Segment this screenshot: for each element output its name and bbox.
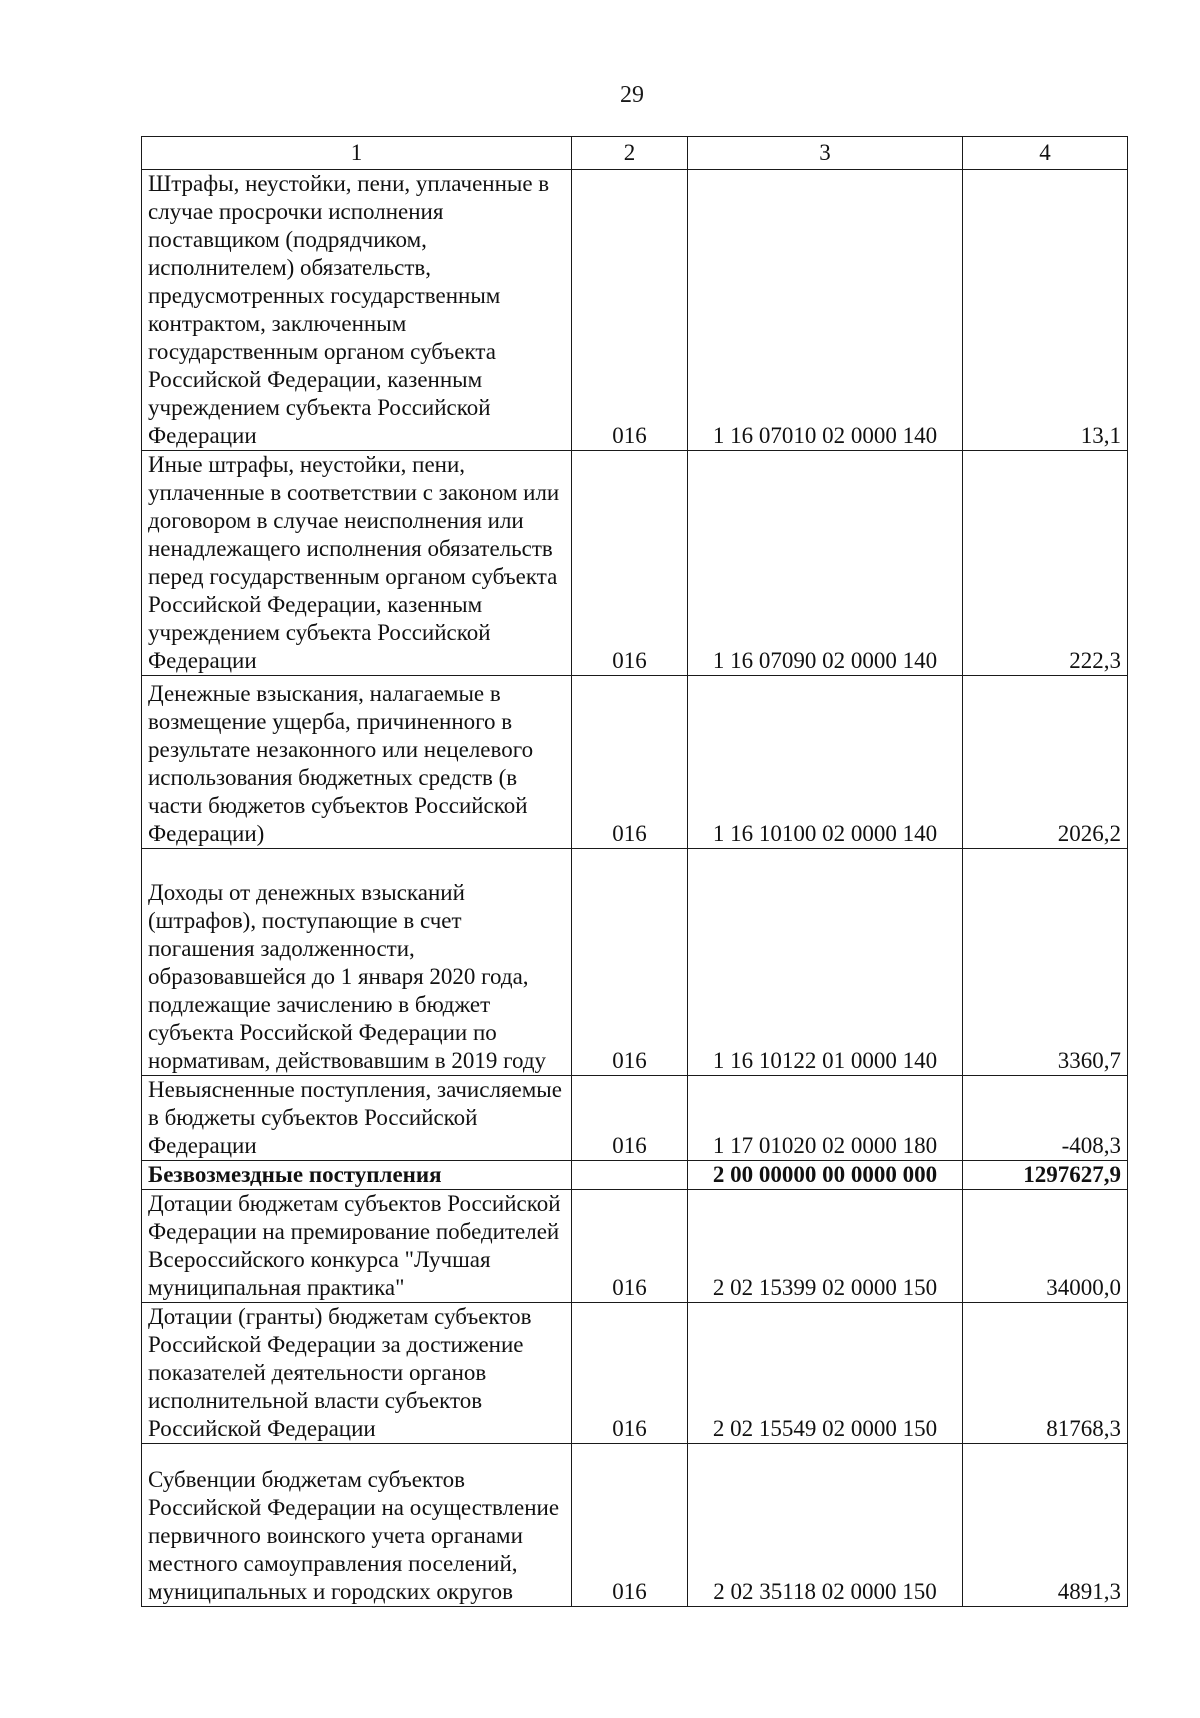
row-budget-code: 1 16 07090 02 0000 140: [688, 451, 963, 676]
row-admin-code: 016: [572, 170, 688, 451]
table-row: [142, 451, 1128, 676]
table-row: [142, 170, 1128, 451]
page-number: 29: [620, 82, 644, 108]
row-budget-code: 1 16 07010 02 0000 140: [688, 170, 963, 451]
row-name: Штрафы, неустойки, пени, уплаченные в случае просрочки исполнения поставщиком (подрядчиком, исполнителем) обязательств, предусмотренных государственным контрактом, заключенным государственным органом субъекта Российской Федерации, казенным учреждением субъекта Российской Федерации: [142, 170, 572, 451]
row-budget-code: 2 02 15549 02 0000 150: [688, 1303, 963, 1444]
row-amount: 1297627,9: [963, 1161, 1128, 1190]
header-col-2: 2: [572, 137, 688, 170]
row-amount: 4891,3: [963, 1444, 1128, 1607]
row-budget-code: 1 16 10122 01 0000 140: [688, 849, 963, 1076]
header-col-3: 3: [688, 137, 963, 170]
table-row: [142, 1190, 1128, 1303]
row-amount: 13,1: [963, 170, 1128, 451]
row-admin-code: 016: [572, 676, 688, 849]
row-admin-code: 016: [572, 849, 688, 1076]
row-amount: 222,3: [963, 451, 1128, 676]
table-row: [142, 1076, 1128, 1161]
table-row-total: [142, 1161, 1128, 1190]
row-name: Иные штрафы, неустойки, пени, уплаченные в соответствии с законом или договором в случае неисполнения или ненадлежащего исполнения обязательств перед государственным органом субъекта Российской Федерации, казенным учреждением субъекта Российской Федерации: [142, 451, 572, 676]
row-budget-code: 1 16 10100 02 0000 140: [688, 676, 963, 849]
row-amount: 3360,7: [963, 849, 1128, 1076]
row-budget-code: 2 02 15399 02 0000 150: [688, 1190, 963, 1303]
row-name: Безвозмездные поступления: [142, 1161, 572, 1190]
row-budget-code: 2 02 35118 02 0000 150: [688, 1444, 963, 1607]
header-col-4: 4: [963, 137, 1128, 170]
row-admin-code: 016: [572, 451, 688, 676]
header-row: [142, 137, 1128, 170]
row-name: Доходы от денежных взысканий (штрафов), поступающие в счет погашения задолженности, образовавшейся до 1 января 2020 года, подлежащие зачислению в бюджет субъекта Российской Федерации по нормативам, действовавшим в 2019 году: [142, 849, 572, 1076]
row-name: Дотации бюджетам субъектов Российской Федерации на премирование победителей Всероссийского конкурса "Лучшая муниципальная практика": [142, 1190, 572, 1303]
row-name: Дотации (гранты) бюджетам субъектов Российской Федерации за достижение показателей деятельности органов исполнительной власти субъектов Российской Федерации: [142, 1303, 572, 1444]
table-row: [142, 849, 1128, 1076]
budget-table: [141, 136, 1128, 1607]
table-row: [142, 1303, 1128, 1444]
row-name: Невыясненные поступления, зачисляемые в бюджеты субъектов Российской Федерации: [142, 1076, 572, 1161]
table-row: [142, 676, 1128, 849]
row-name: Денежные взыскания, налагаемые в возмещение ущерба, причиненного в результате незаконного или нецелевого использования бюджетных средств (в части бюджетов субъектов Российской Федерации): [142, 676, 572, 849]
row-budget-code: 2 00 00000 00 0000 000: [688, 1161, 963, 1190]
table-row: [142, 1444, 1128, 1607]
row-admin-code: 016: [572, 1303, 688, 1444]
row-admin-code: 016: [572, 1444, 688, 1607]
row-amount: -408,3: [963, 1076, 1128, 1161]
row-budget-code: 1 17 01020 02 0000 180: [688, 1076, 963, 1161]
row-amount: 81768,3: [963, 1303, 1128, 1444]
row-amount: 2026,2: [963, 676, 1128, 849]
row-admin-code: 016: [572, 1190, 688, 1303]
row-name: Субвенции бюджетам субъектов Российской Федерации на осуществление первичного воинского учета органами местного самоуправления поселений, муниципальных и городских округов: [142, 1444, 572, 1607]
row-admin-code: [572, 1161, 688, 1190]
row-admin-code: 016: [572, 1076, 688, 1161]
row-amount: 34000,0: [963, 1190, 1128, 1303]
header-col-1: 1: [142, 137, 572, 170]
